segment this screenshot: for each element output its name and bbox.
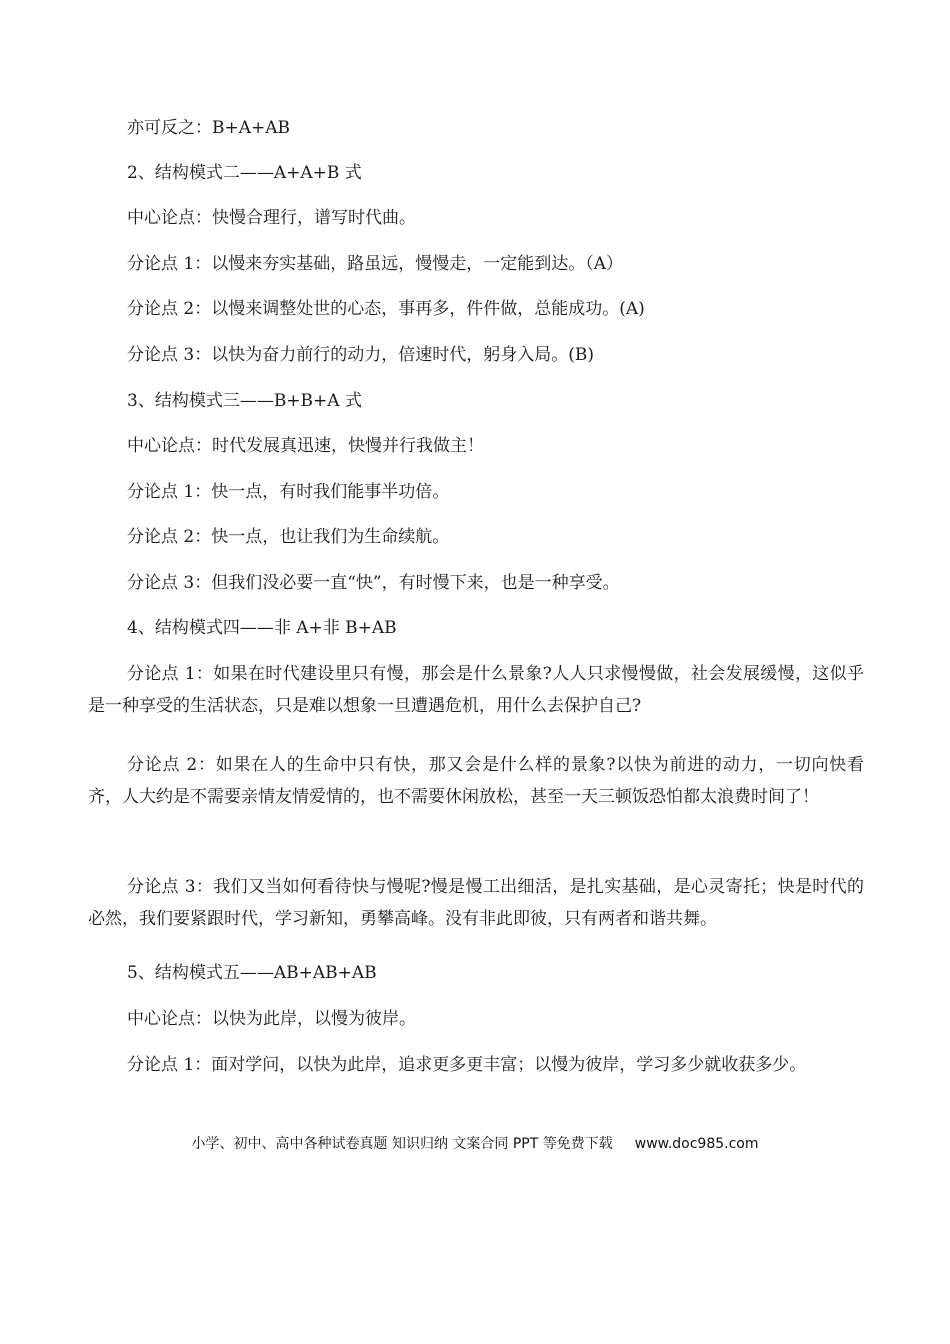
text-line: 分论点 1：快一点，有时我们能事半功倍。 <box>127 482 450 502</box>
text-line: 分论点 2：快一点，也让我们为生命续航。 <box>127 527 450 547</box>
footer-url: www.doc985.com <box>634 1136 759 1152</box>
footer-text: 小学、初中、高中各种试卷真题 知识归纳 文案合同 PPT 等免费下载 <box>191 1136 613 1152</box>
text-line: 分论点 2：以慢来调整处世的心态，事再多，件件做，总能成功。(A) <box>127 299 645 319</box>
paragraph: 分论点 1：面对学问，以快为此岸，追求更多更丰富；以慢为彼岸，学习多少就收获多少。 <box>127 1055 807 1075</box>
paragraph: 分论点 2：如果在人的生命中只有快，那又会是什么样的景象?以快为前进的动力，一切向快看齐，人大约是不需要亲情友情爱情的，也不需要休闲放松，甚至一天三顿饭恐怕都太浪费时间了！ <box>88 755 864 807</box>
text-line: 分论点 3：但我们没必要一直“快”，有时慢下来，也是一种享受。 <box>127 573 620 593</box>
section-heading: 3、结构模式三——B+B+A 式 <box>127 391 362 411</box>
text-line: 亦可反之：B+A+AB <box>127 118 291 138</box>
section-heading: 4、结构模式四——非 A+非 B+AB <box>127 618 397 638</box>
text-line: 中心论点：以快为此岸，以慢为彼岸。 <box>127 1009 416 1029</box>
text-line: 中心论点：时代发展真迅速，快慢并行我做主！ <box>127 436 484 456</box>
page-footer <box>0 1134 950 1154</box>
text-line: 分论点 3：以快为奋力前行的动力，倍速时代，躬身入局。(B) <box>127 345 594 365</box>
section-heading: 2、结构模式二——A+A+B 式 <box>127 163 362 183</box>
text-line: 分论点 1：以慢来夯实基础，路虽远，慢慢走，一定能到达。（A） <box>127 254 623 274</box>
section-heading: 5、结构模式五——AB+AB+AB <box>127 963 377 983</box>
paragraph: 分论点 1：如果在时代建设里只有慢，那会是什么景象?人人只求慢慢做，社会发展缓慢，这似乎是一种享受的生活状态，只是难以想象一旦遭遇危机，用什么去保护自己? <box>88 664 864 716</box>
text-line: 中心论点：快慢合理行，谱写时代曲。 <box>127 208 416 228</box>
paragraph: 分论点 3：我们又当如何看待快与慢呢?慢是慢工出细活，是扎实基础，是心灵寄托；快是时代的必然，我们要紧跟时代，学习新知，勇攀高峰。没有非此即彼，只有两者和谐共舞。 <box>88 877 864 929</box>
